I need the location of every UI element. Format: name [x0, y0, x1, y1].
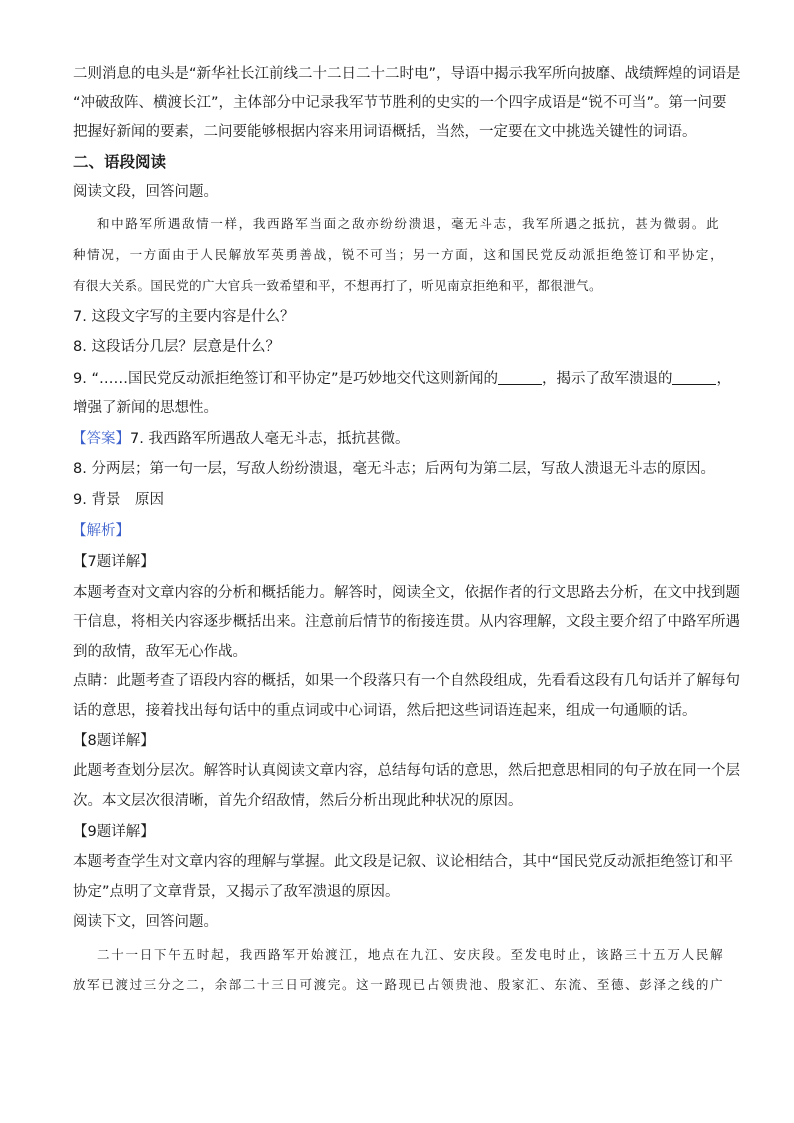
- question-7: 7. 这段文字写的主要内容是什么？: [73, 309, 295, 325]
- passage-line: 有很大关系。国民党的广大官兵一致希望和平，不想再打了，听见南京拒绝和平，都很泄气。: [73, 278, 602, 293]
- detail-9-heading: 【9题详解】: [73, 824, 155, 840]
- section-heading: 二、语段阅读: [73, 153, 167, 171]
- question-9-continued: 增强了新闻的思想性。: [73, 400, 218, 416]
- tip-line: 话的意思，接着找出每句话中的重点词或中心词语，然后把这些词语连起来，组成一句通顺的话。: [73, 703, 697, 719]
- detail-9-line: 本题考查学生对文章内容的理解与掌握。此文段是记叙、议论相结合，其中“国民党反动派拒绝签订和平: [73, 854, 734, 870]
- passage-line: 和中路军所遇敌情一样，我西路军当面之敌亦纷纷溃退，毫无斗志，我军所遇之抵抗，甚为微弱。此: [97, 216, 719, 231]
- answer-tag: 【答案】: [72, 431, 130, 447]
- intro-line: 二则消息的电头是“新华社长江前线二十二日二十二时电”，导语中揭示我军所向披靡、战绩辉煌的词语是: [73, 66, 741, 82]
- question-8: 8. 这段话分几层？层意是什么？: [73, 339, 280, 355]
- answer-8: 8. 分两层；第一句一层，写敌人纷纷溃退，毫无斗志；后两句为第二层，写敌人溃退无斗志的原因。: [73, 461, 715, 477]
- detail-7-heading: 【7题详解】: [73, 554, 155, 570]
- detail-7-line: 干信息，将相关内容逐步概括出来。注意前后情节的衔接连贯。从内容理解，文段主要介绍了中路军所遇: [73, 614, 740, 630]
- detail-7-line: 到的敌情，敌军无心作战。: [73, 644, 247, 660]
- answer-7: 7. 我西路军所遇敌人毫无斗志，抵抗甚微。: [130, 431, 410, 447]
- detail-9-line: 协定”点明了文章背景，又揭示了敌军溃退的原因。: [73, 884, 400, 900]
- intro-line: 把握好新闻的要素，二问要能够根据内容来用词语概括，当然，一定要在文中挑选关键性的词语。: [73, 124, 697, 140]
- detail-8-line: 此题考查划分层次。解答时认真阅读文章内容，总结每句话的意思，然后把意思相同的句子放在同一个层: [73, 763, 740, 779]
- detail-7-line: 本题考查对文章内容的分析和概括能力。解答时，阅读全文，依据作者的行文思路去分析，在文中找到题: [73, 585, 740, 601]
- passage-line: 二十一日下午五时起，我西路军开始渡江，地点在九江、安庆段。至发电时止，该路三十五万人民解: [97, 947, 723, 962]
- detail-8-line: 次。本文层次很清晰，首先介绍敌情，然后分析出现此种状况的原因。: [73, 793, 523, 809]
- passage-line: 放军已渡过三分之二，余部二十三日可渡完。这一路现已占领贵池、殷家汇、东流、至德、彭泽之线的广: [73, 977, 723, 992]
- analysis-tag: 【解析】: [72, 523, 130, 539]
- question-9-text: 9. “……国民党反动派拒绝签订和平协定”是巧妙地交代这则新闻的: [73, 371, 498, 387]
- question-9-text: ，: [716, 371, 731, 387]
- answer-line: [72, 429, 722, 449]
- question-9: [73, 369, 731, 389]
- answer-blank[interactable]: [672, 370, 716, 385]
- passage-line: 种情况，一方面由于人民解放军英勇善战，锐不可当；另一方面，这和国民党反动派拒绝签订和平协定，: [73, 247, 723, 262]
- question-9-text: ，揭示了敌军溃退的: [541, 371, 673, 387]
- tip-line: 点睛：此题考查了语段内容的概括，如果一个段落只有一个自然段组成，先看看这段有几句话并了解每句: [73, 673, 740, 689]
- instruction: 阅读文段，回答问题。: [73, 184, 218, 200]
- answer-blank[interactable]: [498, 370, 542, 385]
- intro-line: “冲破敌阵、横渡长江”，主体部分中记录我军节节胜利的史实的一个四字成语是“锐不可当”。第一问要: [73, 95, 727, 111]
- detail-8-heading: 【8题详解】: [73, 733, 155, 749]
- answer-9: 9. 背景 原因: [73, 492, 164, 508]
- instruction: 阅读下文，回答问题。: [73, 914, 218, 930]
